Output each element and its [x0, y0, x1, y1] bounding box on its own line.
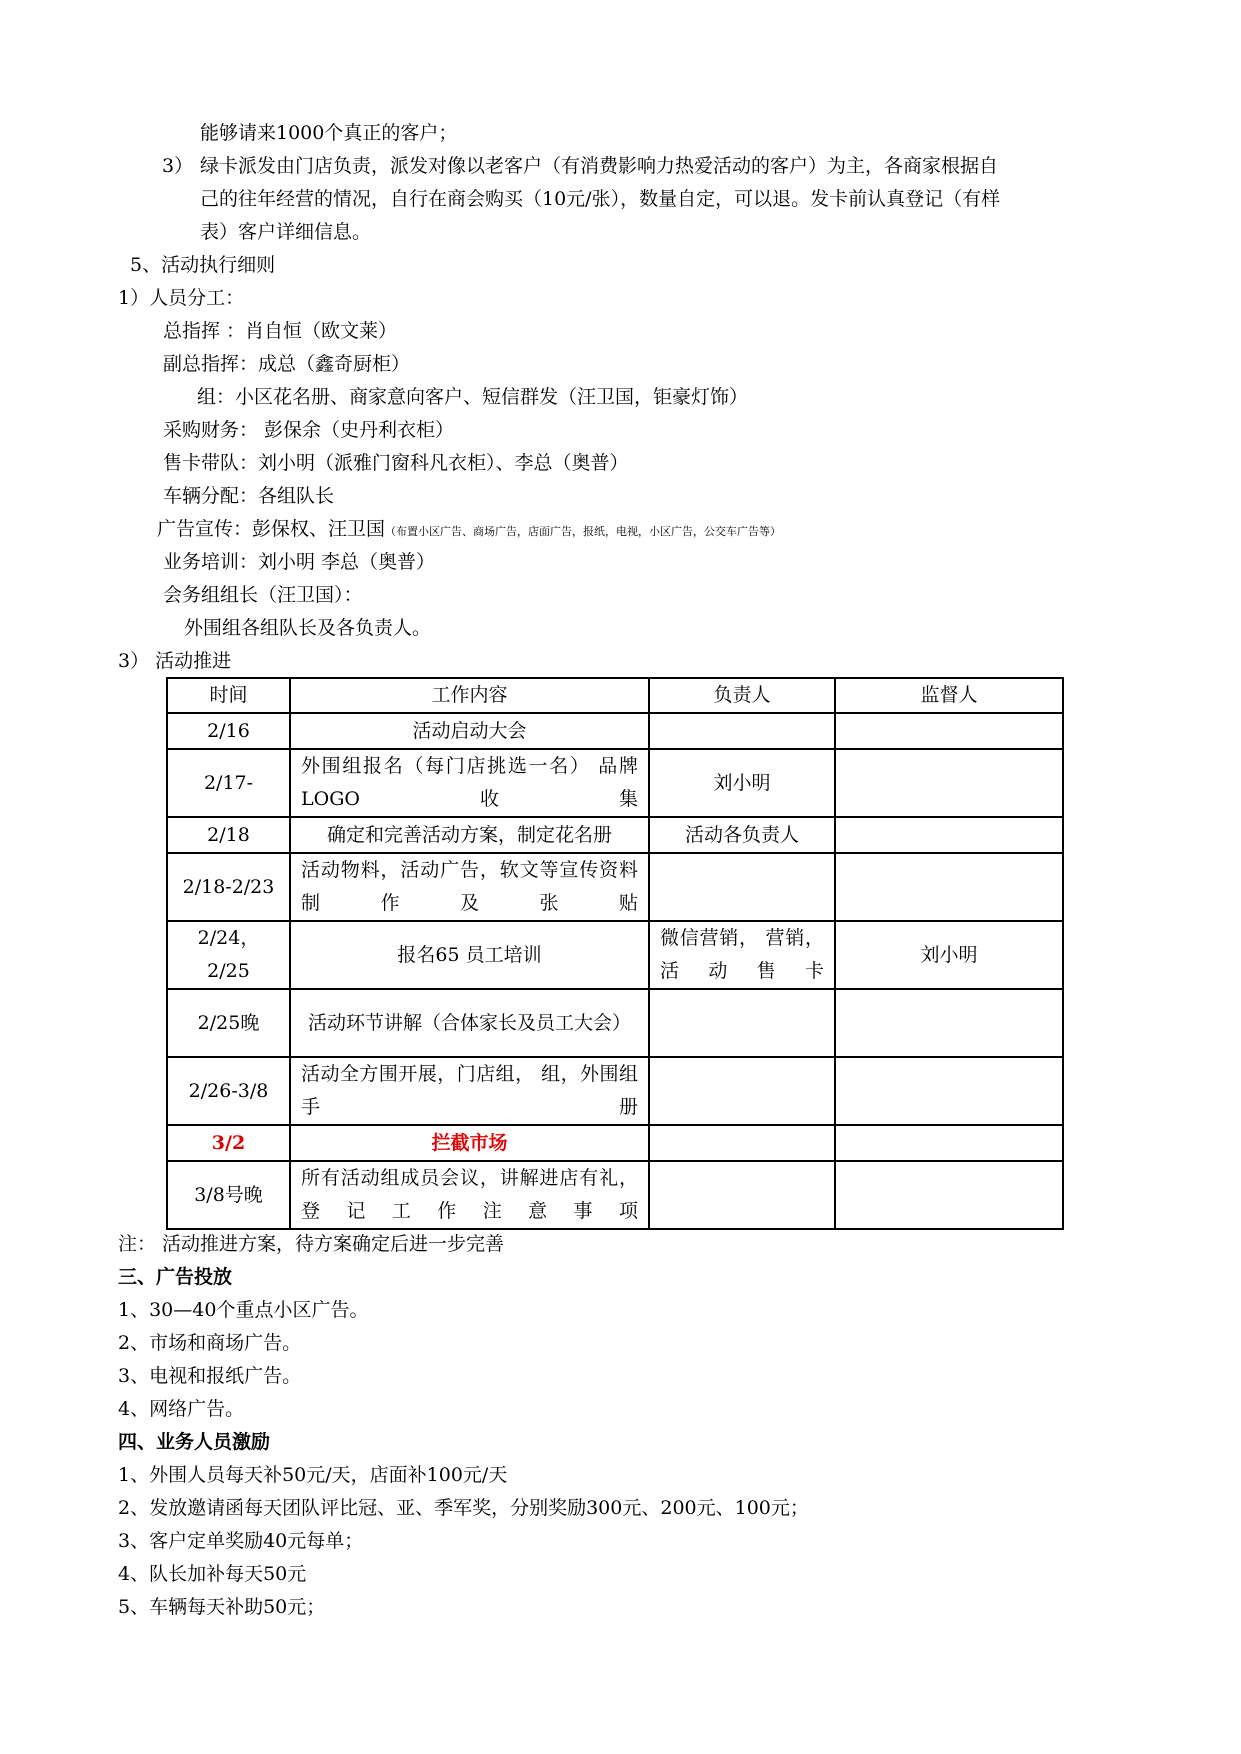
intro-item-line: 表）客户详细信息。	[200, 221, 372, 243]
staff-line: 组：小区花名册、商家意向客户、短信群发（汪卫国，钜豪灯饰）	[197, 386, 749, 408]
list-item: 1、外围人员每天补50元/天，店面补100元/天	[118, 1464, 508, 1486]
list-item: 4、队长加补每天50元	[118, 1563, 307, 1585]
staff-ad-note: （布置小区广告、商场广告，店面广告，报纸，电视，小区广告，公交车广告等）	[385, 525, 782, 538]
cell-supervisor	[835, 1057, 1063, 1125]
column-header: 时间	[167, 678, 290, 713]
table-row	[167, 921, 1063, 989]
staff-line: 副总指挥：成总（鑫奇厨柜）	[163, 353, 411, 375]
cell-content: 活动环节讲解（合体家长及员工大会）	[290, 989, 649, 1057]
subsection-heading: 3） 活动推进	[118, 650, 232, 672]
table-row	[167, 749, 1063, 817]
list-item: 2、市场和商场广告。	[118, 1332, 302, 1354]
cell-supervisor	[835, 749, 1063, 817]
table-header-row	[167, 678, 1063, 713]
intro-line: 能够请来1000个真正的客户；	[200, 122, 458, 144]
cell-supervisor	[835, 1125, 1063, 1161]
table-note: 注： 活动推进方案，待方案确定后进一步完善	[118, 1233, 505, 1255]
section-heading: 三、广告投放	[118, 1266, 233, 1288]
subsection-heading: 1）人员分工：	[118, 287, 245, 309]
cell-content: 拦截市场	[290, 1125, 649, 1161]
intro-item-line: 绿卡派发由门店负责，派发对像以老客户（有消费影响力热爱活动的客户）为主，各商家根据自	[200, 155, 999, 177]
staff-line: 车辆分配：各组队长	[163, 485, 335, 507]
table-row	[167, 1057, 1063, 1125]
cell-owner	[649, 1125, 835, 1161]
cell-time: 2/17-	[167, 749, 290, 817]
list-item: 3、客户定单奖励40元每单；	[118, 1530, 364, 1552]
cell-time: 3/8号晚	[167, 1161, 290, 1229]
cell-time: 2/24，2/25	[167, 921, 290, 989]
cell-supervisor	[835, 817, 1063, 853]
intro-item-line: 己的往年经营的情况，自行在商会购买（10元/张），数量自定，可以退。发卡前认真登记（有样	[200, 188, 1001, 210]
table-row	[167, 713, 1063, 749]
section-heading: 四、业务人员激励	[118, 1431, 271, 1453]
cell-owner	[649, 1161, 835, 1229]
cell-time: 3/2	[167, 1125, 290, 1161]
list-item: 1、30—40个重点小区广告。	[118, 1299, 369, 1321]
cell-owner	[649, 713, 835, 749]
list-number: 3）	[162, 155, 194, 177]
cell-owner	[649, 989, 835, 1057]
cell-supervisor	[835, 1161, 1063, 1229]
cell-time: 2/25晚	[167, 989, 290, 1057]
list-item: 3、电视和报纸广告。	[118, 1365, 302, 1387]
staff-line: 业务培训：刘小明 李总（奥普）	[163, 551, 436, 573]
cell-time: 2/18-2/23	[167, 853, 290, 921]
cell-owner: 活动各负责人	[649, 817, 835, 853]
list-item: 2、发放邀请函每天团队评比冠、亚、季军奖，分别奖励300元、200元、100元；	[118, 1497, 809, 1519]
cell-owner: 微信营销， 营销，活动售卡	[649, 921, 835, 989]
table-row	[167, 853, 1063, 921]
list-item: 4、网络广告。	[118, 1398, 245, 1420]
staff-line: 外围组各组队长及各负责人。	[184, 617, 432, 639]
table-row	[167, 1161, 1063, 1229]
schedule-table	[166, 677, 1064, 1230]
staff-line: 售卡带队：刘小明（派雅门窗科凡衣柜）、李总（奥普）	[163, 452, 629, 474]
cell-supervisor	[835, 989, 1063, 1057]
cell-time: 2/16	[167, 713, 290, 749]
cell-content: 活动启动大会	[290, 713, 649, 749]
cell-owner	[649, 1057, 835, 1125]
column-header: 工作内容	[290, 678, 649, 713]
staff-line: 总指挥 ：肖自恒（欧文莱）	[163, 320, 398, 342]
column-header: 监督人	[835, 678, 1063, 713]
cell-supervisor: 刘小明	[835, 921, 1063, 989]
cell-content: 外围组报名（每门店挑选一名） 品牌LOGO收集	[290, 749, 649, 817]
staff-line: 会务组组长（汪卫国）：	[163, 584, 363, 606]
section-heading: 5、活动执行细则	[130, 254, 276, 276]
staff-ad-main: 广告宣传：彭保权、汪卫国	[157, 518, 386, 540]
cell-content: 活动物料，活动广告，软文等宣传资料制作及张贴	[290, 853, 649, 921]
cell-content: 报名65 员工培训	[290, 921, 649, 989]
table-row-highlight	[167, 1125, 1063, 1161]
list-item: 5、车辆每天补助50元；	[118, 1596, 326, 1618]
staff-ad-line	[157, 518, 781, 543]
cell-content: 活动全方围开展，门店组， 组，外围组手册	[290, 1057, 649, 1125]
cell-time: 2/18	[167, 817, 290, 853]
cell-content: 确定和完善活动方案，制定花名册	[290, 817, 649, 853]
cell-owner	[649, 853, 835, 921]
table-row	[167, 817, 1063, 853]
cell-supervisor	[835, 713, 1063, 749]
cell-owner: 刘小明	[649, 749, 835, 817]
cell-content: 所有活动组成员会议，讲解进店有礼，登记工作注意事项	[290, 1161, 649, 1229]
column-header: 负责人	[649, 678, 835, 713]
table-row	[167, 989, 1063, 1057]
cell-supervisor	[835, 853, 1063, 921]
cell-time: 2/26-3/8	[167, 1057, 290, 1125]
staff-line: 采购财务： 彭保余（史丹利衣柜）	[163, 419, 455, 441]
